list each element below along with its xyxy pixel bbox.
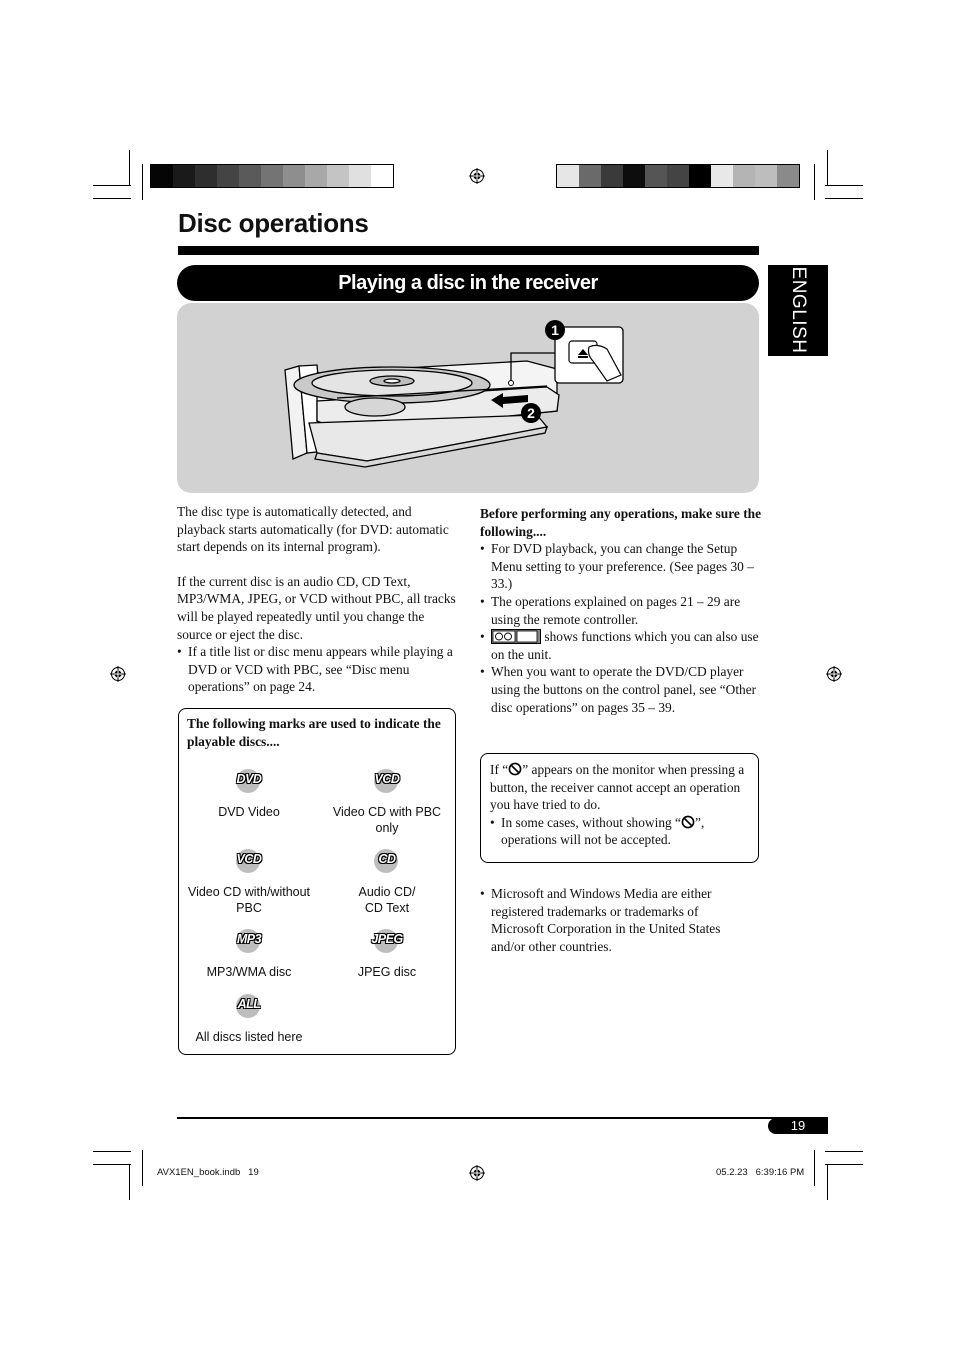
mark-all xyxy=(179,992,319,1045)
bullet-list xyxy=(490,814,752,849)
vcd-pbc-logo-icon: VCD xyxy=(371,767,403,795)
crop-mark xyxy=(825,198,863,199)
mark-caption: Video CD with PBC only xyxy=(332,805,442,835)
title-rule xyxy=(178,246,759,255)
list-item: • When you want to operate the DVD/CD player using the buttons on the control panel, see “Other disc operations” on pages 35 – 39. xyxy=(480,663,762,716)
right-column xyxy=(480,505,762,716)
all-logo-icon: ALL xyxy=(233,992,265,1020)
eject-button-icon xyxy=(555,327,623,383)
footer-timestamp: 05.2.23 6:39:16 PM xyxy=(716,1167,805,1178)
list-item: • For DVD playback, you can change the Setup Menu setting to your preference. (See pages 30 – 33.) xyxy=(480,540,762,593)
mark-caption: Audio CD/ CD Text xyxy=(358,885,416,915)
mark-jpeg xyxy=(317,927,457,980)
prohibited-icon xyxy=(681,815,695,829)
crop-mark xyxy=(814,1150,815,1186)
list-item: • The operations explained on pages 21 – 29 are using the remote controller. xyxy=(480,593,762,628)
left-column xyxy=(177,503,461,696)
step-1-label: 1 xyxy=(551,322,559,338)
registration-mark-icon xyxy=(469,168,485,184)
list-item-text: shows functions which you can also use on the unit. xyxy=(491,629,759,662)
language-tab-label: ENGLISH xyxy=(788,266,809,354)
mark-dvd-video xyxy=(179,767,319,820)
disc-insert-illustration xyxy=(177,303,759,493)
mark-cd xyxy=(317,847,457,916)
jpeg-logo-icon: JPEG xyxy=(371,927,403,955)
registration-mark-icon xyxy=(110,666,126,682)
crop-mark xyxy=(93,185,131,186)
footer-file: AVX1EN_book.indb 19 xyxy=(157,1167,259,1178)
right-heading: Before performing any operations, make sure the following.... xyxy=(480,506,762,539)
list-item: • Microsoft and Windows Media are either registered trademarks or trademarks of Microsoft Corporation in the United States and/or other countries. xyxy=(480,885,750,955)
prohibited-icon xyxy=(508,762,522,776)
crop-mark xyxy=(129,150,130,186)
crop-mark xyxy=(93,198,131,199)
color-calibration-bar xyxy=(150,164,394,188)
crop-mark xyxy=(93,1164,131,1165)
crop-mark xyxy=(825,1151,863,1152)
bottom-rule xyxy=(177,1117,828,1119)
mark-caption: All discs listed here xyxy=(195,1030,303,1044)
list-item: • If a title list or disc menu appears while playing a DVD or VCD with PBC, see “Disc menu operations” on page 24. xyxy=(177,643,461,696)
language-tab xyxy=(768,265,828,356)
crop-mark xyxy=(825,185,863,186)
page-number: 19 xyxy=(768,1118,828,1134)
notice-box xyxy=(480,753,759,863)
crop-mark xyxy=(827,1164,828,1200)
bullet-list xyxy=(480,540,762,716)
receiver-drawing xyxy=(177,303,759,493)
mark-mp3-wma xyxy=(179,927,319,980)
crop-mark xyxy=(129,1164,130,1200)
notice-text: If “ ” appears on the monitor when pressing a button, the receiver cannot accept an operation you have tried to do. xyxy=(490,762,745,813)
mark-caption: DVD Video xyxy=(218,805,280,819)
mp3-wma-logo-icon: MP3 xyxy=(233,927,265,955)
mark-caption: MP3/WMA disc xyxy=(206,965,292,979)
crop-mark xyxy=(93,1151,131,1152)
mark-caption: JPEG disc xyxy=(357,965,417,979)
section-heading: Playing a disc in the receiver xyxy=(177,265,759,301)
crop-mark xyxy=(142,1150,143,1186)
list-item xyxy=(480,628,762,663)
mark-vcd-pbc xyxy=(317,767,457,836)
crop-mark xyxy=(827,150,828,186)
dvd-logo-icon: DVD xyxy=(233,767,265,795)
color-calibration-bar xyxy=(556,164,800,188)
crop-mark xyxy=(142,164,143,200)
paragraph: The disc type is automatically detected, and playback starts automatically (for DVD: automatic start depends on its internal program). xyxy=(177,504,449,555)
list-item: • In some cases, without showing “ ”, operations will not be accepted. xyxy=(490,814,752,849)
crop-mark xyxy=(814,164,815,200)
step-2-label: 2 xyxy=(527,405,535,421)
crop-mark xyxy=(825,1164,863,1165)
trademark-note xyxy=(480,885,750,955)
mark-caption: Video CD with/without PBC xyxy=(187,885,311,915)
disc-marks-box xyxy=(178,708,456,1055)
mark-vcd xyxy=(179,847,319,916)
page-title: Disc operations xyxy=(178,208,369,238)
remote-unit-icon xyxy=(491,629,541,644)
bullet-list xyxy=(177,643,461,696)
cd-logo-icon: CD xyxy=(371,847,403,875)
paragraph: If the current disc is an audio CD, CD Text, MP3/WMA, JPEG, or VCD without PBC, all tracks will be played repeatedly until you change the source or eject the disc. xyxy=(177,573,456,642)
registration-mark-icon xyxy=(469,1165,485,1181)
registration-mark-icon xyxy=(826,666,842,682)
marks-heading: The following marks are used to indicate the playable discs.... xyxy=(187,716,441,749)
vcd-logo-icon: VCD xyxy=(233,847,265,875)
